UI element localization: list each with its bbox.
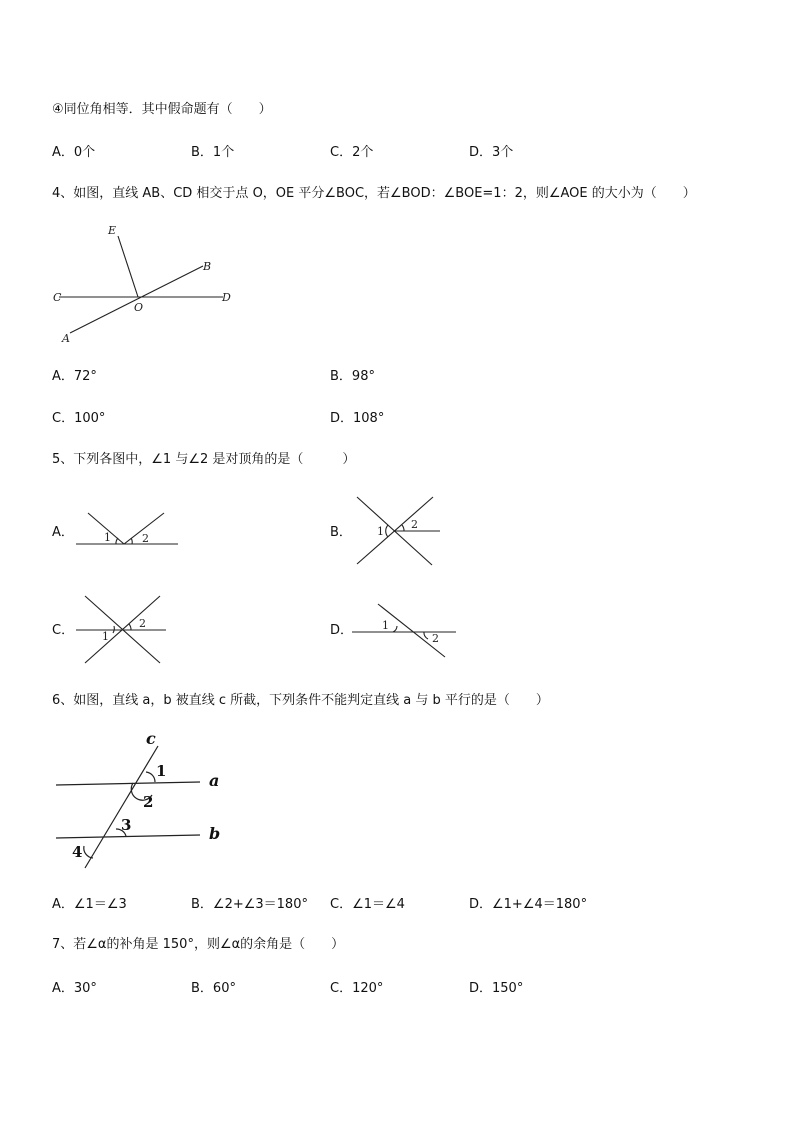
q6-label-c: c	[146, 729, 156, 748]
q6-option-a: A．∠1＝∠3	[52, 897, 127, 912]
q4-label-c: C	[53, 291, 62, 304]
q5-d-angle-1: 1	[382, 619, 389, 632]
q5-option-a-letter: A．	[52, 525, 74, 540]
q6-label-a: a	[209, 771, 220, 790]
q5-c-angle-2: 2	[139, 617, 146, 630]
q4-label-d: D	[222, 291, 231, 304]
q4-label-o: O	[134, 301, 144, 314]
q3-option-d: D．3个	[469, 145, 514, 160]
q4-label-a: A	[62, 332, 70, 345]
q3-statement-4: ④同位角相等．其中假命题有（ ）	[52, 102, 272, 117]
q5-stem: 5、下列各图中，∠1 与∠2 是对顶角的是（ ）	[52, 452, 356, 467]
q5-a-angle-1: 1	[104, 531, 111, 544]
q4-option-d: D．108°	[330, 411, 385, 426]
q6-angle-3: 3	[121, 816, 132, 834]
q3-option-a: A．0个	[52, 145, 96, 160]
q4-option-c: C．100°	[52, 411, 106, 426]
q7-option-a: A．30°	[52, 981, 97, 996]
q7-stem: 7、若∠α的补角是 150°，则∠α的余角是（ ）	[52, 937, 345, 952]
q6-angle-1: 1	[156, 762, 167, 780]
q6-angle-4: 4	[72, 843, 83, 861]
q5-a-angle-2: 2	[142, 532, 149, 545]
q5-option-c-letter: C．	[52, 623, 75, 638]
q7-option-b: B．60°	[191, 981, 236, 996]
q5-b-angle-1: 1	[377, 525, 384, 538]
q6-option-b: B．∠2+∠3＝180°	[191, 897, 308, 912]
q3-option-c: C．2个	[330, 145, 374, 160]
q6-option-c: C．∠1＝∠4	[330, 897, 405, 912]
q5-c-angle-1: 1	[102, 630, 109, 643]
q5-option-b-letter: B．	[330, 525, 352, 540]
q3-option-b: B．1个	[191, 145, 235, 160]
q5-option-d-letter: D．	[330, 623, 354, 638]
q7-option-d: D．150°	[469, 981, 524, 996]
q4-label-e: E	[108, 224, 117, 237]
q4-option-b: B．98°	[330, 369, 375, 384]
q6-stem: 6、如图，直线 a，b 被直线 c 所截，下列条件不能判定直线 a 与 b 平行的是（ ）	[52, 693, 549, 708]
q5-b-angle-2: 2	[411, 518, 418, 531]
q5-d-angle-2: 2	[432, 632, 439, 645]
q4-stem: 4、如图，直线 AB、CD 相交于点 O，OE 平分∠BOC，若∠BOD：∠BOE=1：2，则∠AOE 的大小为（ ）	[52, 186, 696, 201]
q4-label-b: B	[203, 260, 212, 273]
q4-option-a: A．72°	[52, 369, 97, 384]
q7-option-c: C．120°	[330, 981, 384, 996]
q6-angle-2: 2	[143, 793, 154, 811]
q6-label-b: b	[209, 824, 221, 843]
q6-option-d: D．∠1+∠4＝180°	[469, 897, 588, 912]
